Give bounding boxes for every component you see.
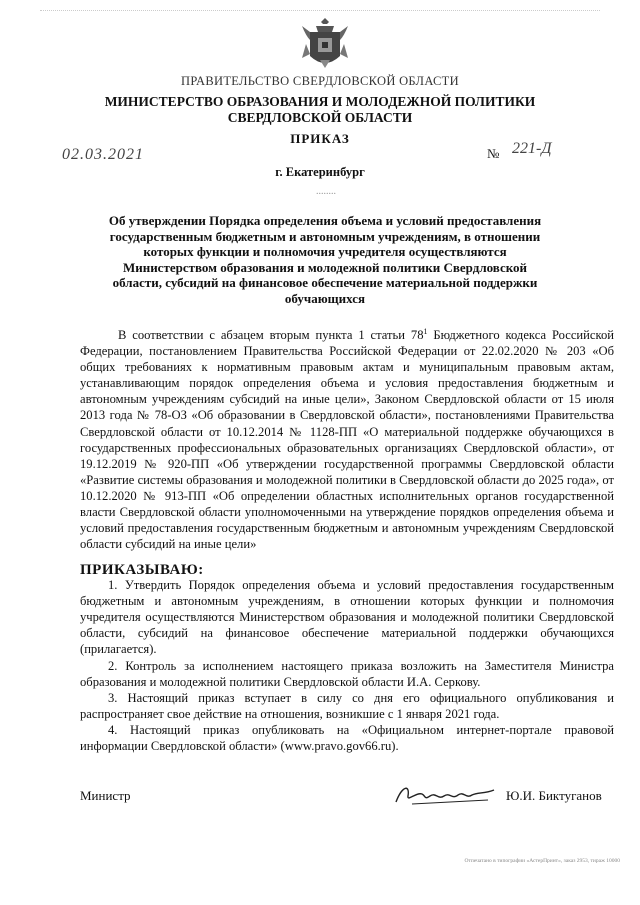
order-item-3: 3. Настоящий приказ вступает в силу со дня его официального опубликования и распространяет свое действие на отношения, возникшие с 1 января 2021 года.: [80, 691, 614, 722]
dotted-mark: ........: [316, 186, 336, 197]
orders-heading: ПРИКАЗЫВАЮ:: [80, 562, 204, 578]
scan-top-edge: [40, 10, 600, 11]
order-subject: Об утверждении Порядка определения объема и условий предоставления государственным бюджетным и автономным учреждениям, в отношении которых функции и полномочия учредителя осуществляются Министерством образования и молодежной политики Свердловской области, субсидий на финансовое обеспечение материальной поддержки обучающихся: [108, 213, 542, 306]
print-footer: Отпечатано в типографии «АстерПринт», заказ 2953, тираж 10000: [464, 858, 620, 864]
document-type: ПРИКАЗ: [290, 131, 350, 146]
government-name: ПРАВИТЕЛЬСТВО СВЕРДЛОВСКОЙ ОБЛАСТИ: [181, 74, 459, 88]
article-superscript: 1: [423, 326, 428, 336]
city: г. Екатеринбург: [275, 165, 365, 179]
signatory-title: Министр: [80, 788, 131, 803]
order-date: 02.03.2021: [62, 146, 144, 163]
preamble-part-1: В соответствии с абзацем вторым пункта 1 статьи 78: [118, 328, 424, 342]
ministry-line-1: МИНИСТЕРСТВО ОБРАЗОВАНИЯ И МОЛОДЕЖНОЙ ПОЛИТИКИ: [104, 94, 536, 109]
preamble-part-2: Бюджетного кодекса Российской Федерации, постановлением Правительства Российской Федерации от 22.02.2020 № 203 «Об общих требованиях к нормативным правовым актам и муниципальным правовым актам, устанавливающим порядок определения объема и условия предоставления бюджетным и автономным учреждениям субсидий на иные цели», Законом Свердловской области от 15 июля 2013 года № 78-ОЗ «Об образовании в Свердловской области», постановлениями Правительства Свердловской области от 10.12.2014 № 1128-ПП «О материальной поддержке обучающихся в государственных профессиональных образовательных организациях Свердловской области», от 19.12.2019 № 920-ПП «Об утверждении государственной программы Свердловской области «Развитие системы образования и молодежной политики в Свердловской области до 2025 года», от 10.12.2020 № 913-ПП «Об определении областных исполнительных органов государственной власти Свердловской области уполномоченными на утверждение порядков определения объема и условий предоставления государственным бюджетным и автономным учреждениям Свердловской области субсидий на иные цели»: [80, 328, 615, 552]
number-label: №: [487, 146, 500, 161]
handwritten-signature: [392, 780, 500, 808]
order-item-4: 4. Настоящий приказ опубликовать на «Официальном интернет-портале правовой информации Свердловской области» (www.pravo.gov66.ru).: [80, 723, 614, 754]
order-item-2: 2. Контроль за исполнением настоящего приказа возложить на Заместителя Министра образования и молодежной политики Свердловской области И.А. Серкову.: [80, 659, 614, 690]
order-number: 221-Д: [512, 140, 552, 157]
order-item-1: 1. Утвердить Порядок определения объема и условий предоставления государственным бюджетным и автономным учреждениям, в отношении которых функции и полномочия учредителя осуществляются Министерством образования и молодежной политики Свердловской области, субсидий на финансовое обеспечение материальной поддержки обучающихся (прилагается).: [80, 578, 614, 657]
preamble-paragraph: [80, 327, 614, 552]
signatory-name: Ю.И. Биктуганов: [506, 788, 602, 803]
coat-of-arms-icon: [300, 14, 350, 74]
ministry-name: [0, 94, 640, 126]
ministry-line-2: СВЕРДЛОВСКОЙ ОБЛАСТИ: [227, 110, 413, 125]
